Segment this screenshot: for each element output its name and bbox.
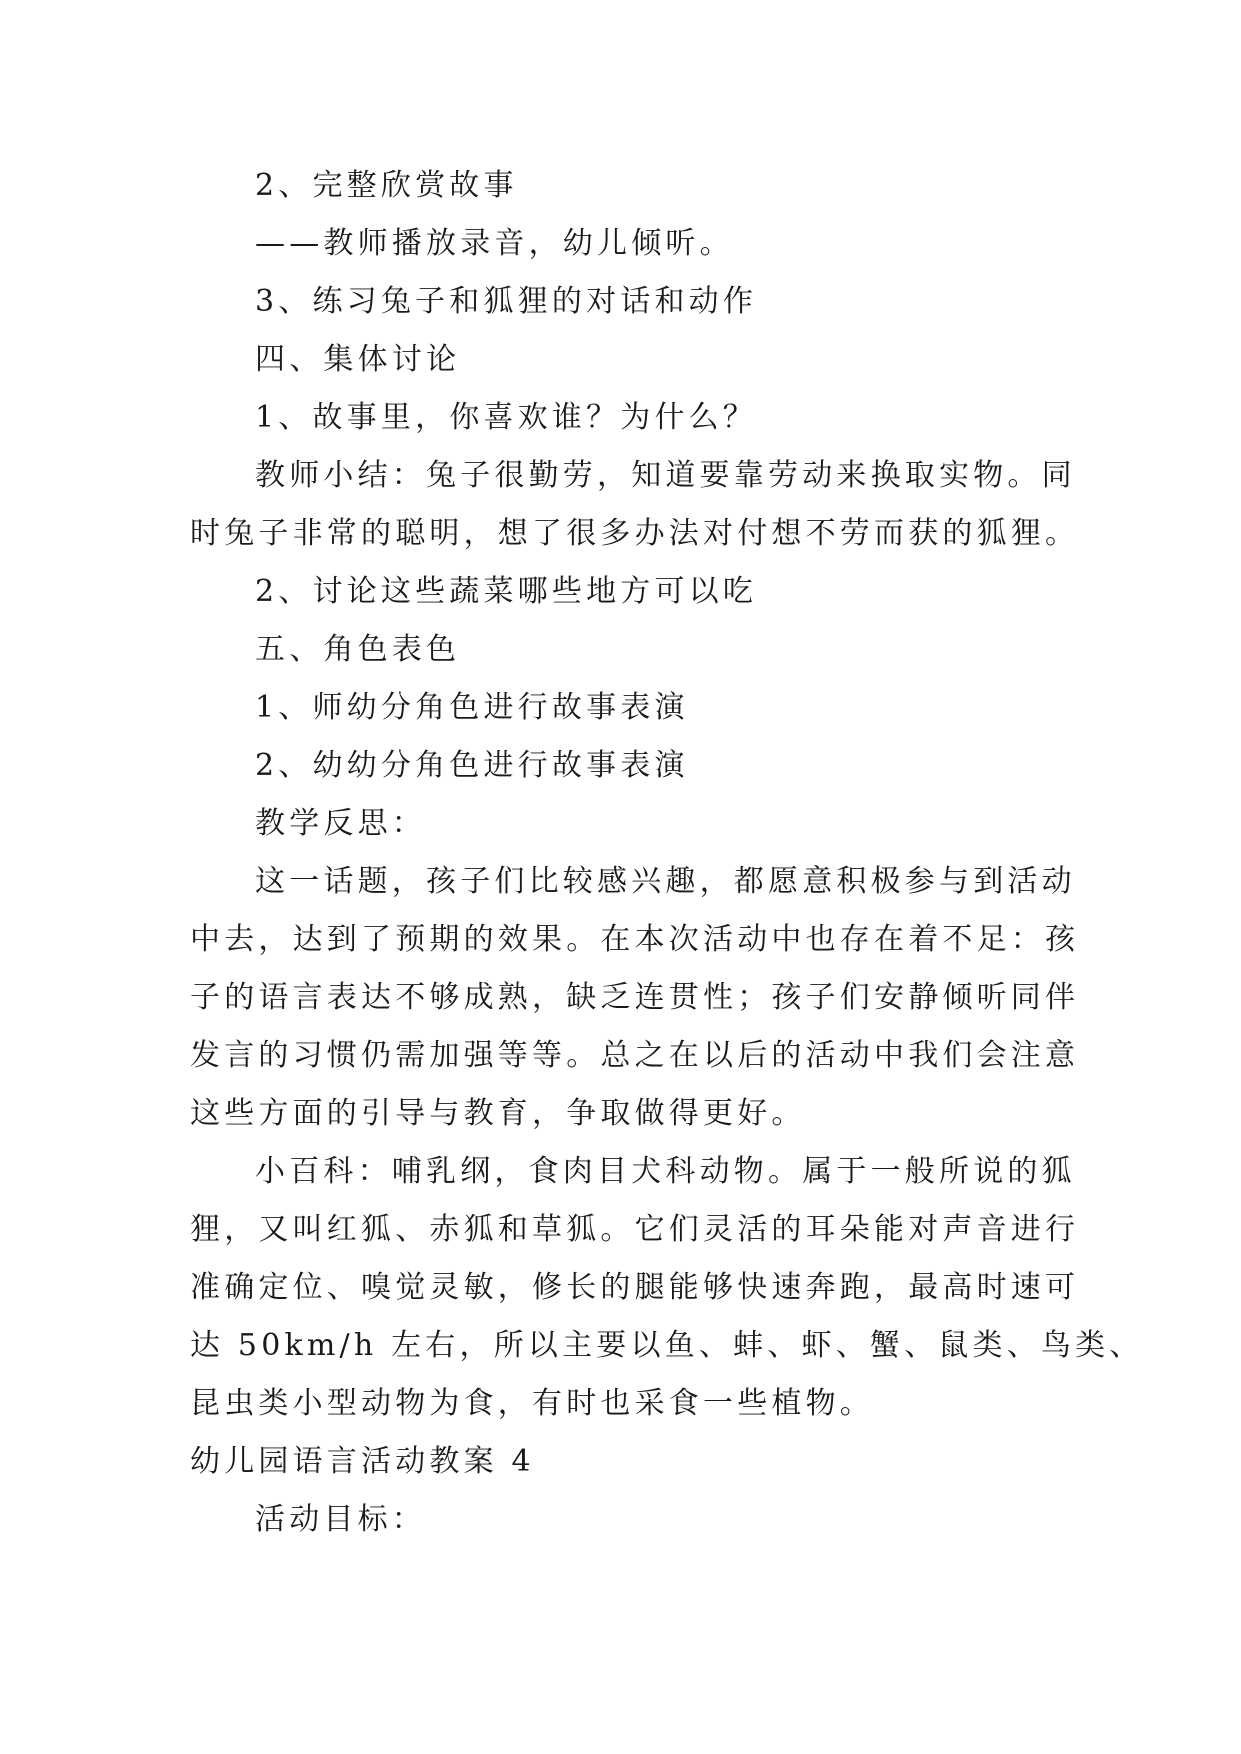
- text-line: 教学反思：: [255, 806, 426, 841]
- text-line: 2、讨论这些蔬菜哪些地方可以吃: [255, 574, 758, 609]
- text-line: 这一话题，孩子们比较感兴趣，都愿意积极参与到活动: [255, 864, 1076, 899]
- text-line: 3、练习兔子和狐狸的对话和动作: [255, 284, 758, 319]
- text-line: 教师小结：兔子很勤劳，知道要靠劳动来换取实物。同: [255, 458, 1076, 493]
- section-heading: 四、集体讨论: [255, 342, 461, 377]
- section-heading: 五、角色表色: [255, 632, 461, 667]
- text-line: 发言的习惯仍需加强等等。总之在以后的活动中我们会注意: [190, 1038, 1080, 1073]
- text-line: 1、师幼分角色进行故事表演: [255, 690, 689, 725]
- text-line: 准确定位、嗅觉灵敏，修长的腿能够快速奔跑，最高时速可: [190, 1270, 1080, 1305]
- text-line: 活动目标：: [255, 1502, 426, 1537]
- text-line: 2、完整欣赏故事: [255, 168, 518, 203]
- text-line: 小百科：哺乳纲，食肉目犬科动物。属于一般所说的狐: [255, 1154, 1076, 1189]
- text-line: 昆虫类小型动物为食，有时也采食一些植物。: [190, 1386, 874, 1421]
- document-title: 幼儿园语言活动教案 4: [190, 1444, 535, 1479]
- text-line: 1、故事里，你喜欢谁？为什么？: [255, 400, 758, 435]
- text-line: ——教师播放录音，幼儿倾听。: [255, 226, 734, 261]
- text-line: 中去，达到了预期的效果。在本次活动中也存在着不足：孩: [190, 922, 1080, 957]
- text-line: 这些方面的引导与教育，争取做得更好。: [190, 1096, 806, 1131]
- text-line: 2、幼幼分角色进行故事表演: [255, 748, 689, 783]
- text-line: 时兔子非常的聪明，想了很多办法对付想不劳而获的狐狸。: [190, 516, 1080, 551]
- text-line: 达 50km/h 左右，所以主要以鱼、蚌、虾、蟹、鼠类、鸟类、: [190, 1328, 1144, 1363]
- text-line: 子的语言表达不够成熟，缺乏连贯性；孩子们安静倾听同伴: [190, 980, 1080, 1015]
- text-line: 狸，又叫红狐、赤狐和草狐。它们灵活的耳朵能对声音进行: [190, 1212, 1080, 1247]
